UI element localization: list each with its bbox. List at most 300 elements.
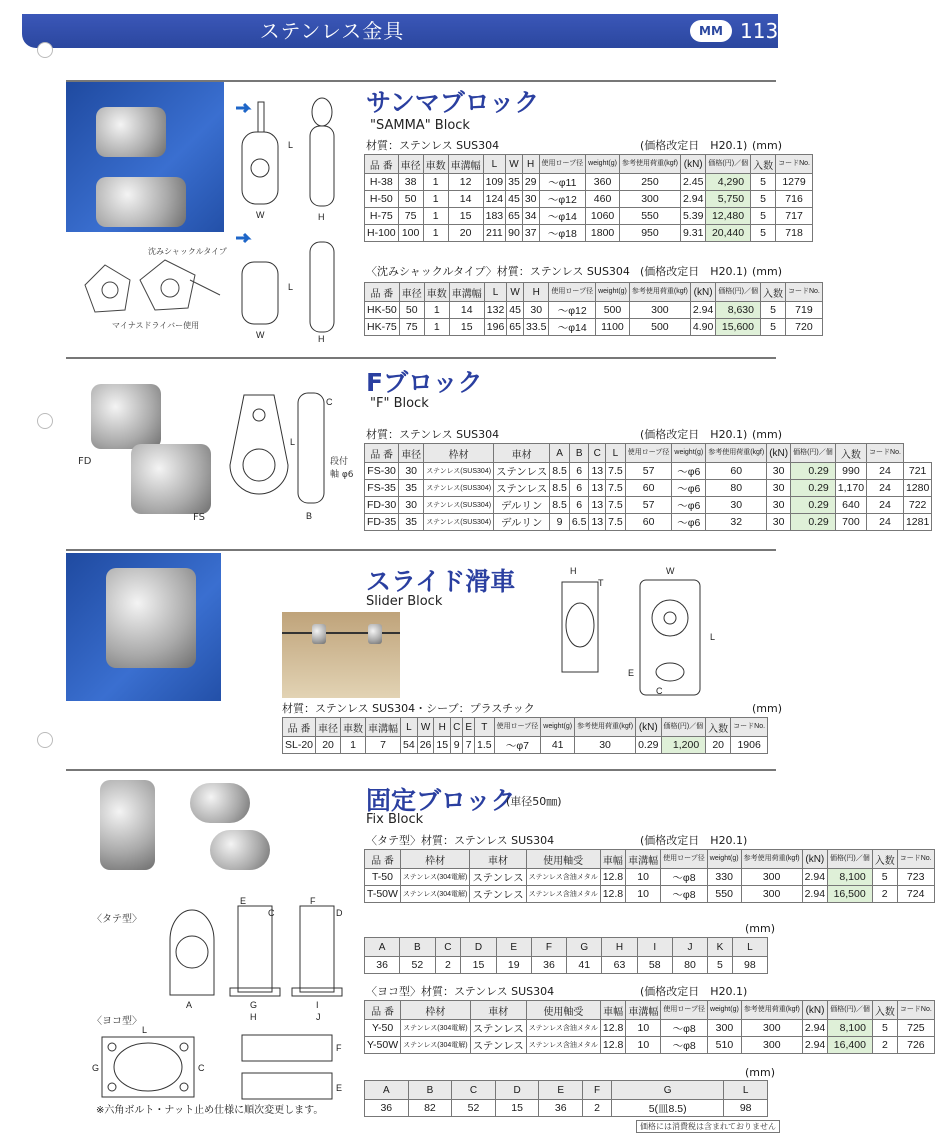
svg-text:E: E [336, 1083, 343, 1093]
column-header: H [602, 938, 637, 957]
section-divider [66, 769, 776, 771]
table-cell: 5 [751, 208, 776, 225]
column-header: W [506, 155, 523, 174]
sink-unit: (mm) [752, 265, 783, 278]
fix-subtitle: Fix Block [366, 812, 424, 827]
table-cell: H-38 [365, 174, 399, 191]
table-cell: ステンレス含油メタル [526, 1037, 600, 1054]
table-cell: 24 [867, 480, 904, 497]
column-header: C [435, 938, 461, 957]
table-cell: 60 [706, 463, 767, 480]
pulley-photo-icon [368, 624, 382, 644]
slider-unit: (mm) [752, 702, 783, 715]
pulley-photo-icon [131, 444, 211, 514]
column-header: 価格(円)／個 [716, 283, 761, 302]
table-cell: 15 [495, 1100, 539, 1117]
column-header: 価格(円)／個 [791, 444, 836, 463]
tate-price-note: (価格改定日 H20.1) [640, 834, 748, 847]
yoko-price-note: (価格改定日 H20.1) [640, 985, 748, 998]
column-header: 入数 [872, 850, 897, 869]
fix-title: 固定ブロック [366, 786, 516, 815]
table-cell: FD-30 [365, 497, 399, 514]
tate-dim-unit: (mm) [745, 922, 776, 935]
table-cell: 12.8 [600, 886, 625, 903]
table-cell: 196 [484, 319, 507, 336]
table-cell: H-75 [365, 208, 399, 225]
table-cell: SL-20 [283, 737, 316, 754]
fblock-subtitle: "F" Block [370, 396, 429, 411]
table-cell: 1906 [731, 737, 768, 754]
table-cell: 1 [423, 191, 448, 208]
column-header: 車材 [494, 444, 550, 463]
table-cell: 19 [496, 957, 531, 974]
table-cell: 7.5 [606, 463, 626, 480]
yoko-dimension-table [364, 1080, 768, 1117]
table-cell: 132 [484, 302, 507, 319]
table-cell: ～φ18 [539, 225, 586, 242]
svg-text:H: H [250, 1012, 257, 1022]
table-row [365, 957, 768, 974]
table-cell: 6 [569, 480, 589, 497]
table-cell: 500 [629, 319, 690, 336]
table-cell: 90 [506, 225, 523, 242]
table-cell: 2 [872, 1037, 897, 1054]
table-cell: 719 [785, 302, 822, 319]
table-row [365, 497, 932, 514]
fix-title-note: (車径50㎜) [506, 795, 562, 808]
table-row [365, 869, 935, 886]
table-cell: ステンレス含油メタル [526, 1020, 600, 1037]
column-header: B [569, 444, 589, 463]
table-cell: 9 [451, 737, 463, 754]
column-header: L [732, 938, 767, 957]
tate-dimension-table [364, 937, 768, 974]
pulley-photo-icon [190, 783, 250, 823]
column-header: F [531, 938, 566, 957]
slider-photo [66, 553, 221, 701]
table-cell: FS-30 [365, 463, 399, 480]
table-cell: 0.29 [791, 514, 836, 531]
table-cell: 14 [448, 191, 483, 208]
table-row [365, 319, 823, 336]
table-cell: 80 [706, 480, 767, 497]
binder-hole-icon [37, 42, 53, 58]
svg-text:L: L [142, 1025, 148, 1035]
svg-text:H: H [570, 566, 577, 576]
yoko-dimension-drawing [92, 1025, 362, 1115]
column-header: 車材 [470, 850, 526, 869]
svg-text:C: C [198, 1063, 205, 1073]
table-row [365, 191, 813, 208]
pulley-photo-icon [106, 568, 196, 668]
column-header: 価格(円)／個 [706, 155, 751, 174]
table-cell: デルリン [494, 497, 550, 514]
table-cell: 38 [398, 174, 423, 191]
column-header: 入数 [872, 1001, 897, 1020]
table-cell: 0.29 [791, 463, 836, 480]
slider-material: 材質：ステンレス SUS304・シーブ：プラスチック [282, 702, 535, 715]
column-header: 品 番 [365, 155, 399, 174]
fblock-spec-table [364, 443, 932, 531]
table-cell: 12.8 [600, 1037, 625, 1054]
table-row [365, 480, 932, 497]
table-cell: 360 [586, 174, 620, 191]
column-header: 使用ロープ径 [539, 155, 586, 174]
svg-text:L: L [288, 282, 294, 292]
column-header: weight(g) [541, 718, 575, 737]
table-cell: 550 [707, 886, 741, 903]
table-row [365, 1037, 935, 1054]
table-cell: 30 [767, 463, 791, 480]
table-cell: 640 [835, 497, 866, 514]
table-cell: 2.94 [802, 1020, 827, 1037]
table-cell: 1281 [903, 514, 931, 531]
table-cell: 1 [424, 319, 449, 336]
table-cell: 1280 [903, 480, 931, 497]
table-cell: 58 [637, 957, 672, 974]
table-cell: 30 [523, 302, 548, 319]
table-cell: 15,600 [716, 319, 761, 336]
table-cell: 15 [434, 737, 451, 754]
table-cell: 35 [399, 480, 424, 497]
table-cell: 41 [567, 957, 602, 974]
table-cell: 724 [897, 886, 934, 903]
table-cell: 510 [708, 1037, 742, 1054]
fd-label: FD [78, 456, 92, 467]
column-header: weight(g) [708, 1001, 742, 1020]
samma-photo [66, 82, 224, 232]
table-cell: 1 [341, 737, 366, 754]
table-cell: 30 [399, 497, 424, 514]
column-header: E [463, 718, 475, 737]
table-cell: 57 [625, 463, 672, 480]
table-cell: ステンレス [470, 886, 526, 903]
column-header: 車溝幅 [366, 718, 401, 737]
table-cell: ～φ6 [672, 514, 706, 531]
column-header: C [451, 718, 463, 737]
table-cell: 45 [506, 191, 523, 208]
page-number: 113 [740, 19, 779, 43]
column-header: E [539, 1081, 583, 1100]
sink-price-note: (価格改定日 H20.1) [640, 265, 748, 278]
table-cell: 725 [897, 1020, 934, 1037]
table-cell: ステンレス(304電解) [401, 1020, 470, 1037]
column-header: D [495, 1081, 539, 1100]
svg-text:L: L [710, 632, 716, 642]
table-cell: 30 [706, 497, 767, 514]
column-header: 価格(円)／個 [828, 850, 873, 869]
svg-text:F: F [310, 896, 316, 906]
table-cell: 50 [398, 191, 423, 208]
photo-label: 沈みシャックルタイプ [148, 247, 227, 256]
table-cell: 57 [625, 497, 672, 514]
samma-dimension-drawing [230, 90, 355, 350]
table-cell: ～φ8 [661, 869, 708, 886]
table-cell: 1 [423, 225, 448, 242]
column-header: 品 番 [365, 283, 400, 302]
svg-text:C: C [656, 686, 663, 696]
column-header: 車数 [341, 718, 366, 737]
table-cell: 1,200 [661, 737, 706, 754]
table-cell: ステンレス(SUS304) [424, 463, 494, 480]
table-cell: T-50 [365, 869, 401, 886]
slider-dimension-drawing [540, 560, 760, 700]
table-cell: 10 [626, 1020, 661, 1037]
column-header: 価格(円)／個 [828, 1001, 873, 1020]
samma-material: 材質：ステンレス SUS304 [366, 139, 500, 152]
table-cell: H-50 [365, 191, 399, 208]
table-row [365, 1020, 935, 1037]
column-header: 使用ロープ径 [549, 283, 596, 302]
table-cell: HK-50 [365, 302, 400, 319]
column-header: 使用軸受 [526, 1001, 600, 1020]
table-cell: ～φ14 [539, 208, 586, 225]
column-header: 参考使用荷重(kgf) [741, 1001, 802, 1020]
svg-text:E: E [628, 668, 635, 678]
column-header: 入数 [760, 283, 785, 302]
table-cell: 0.29 [636, 737, 661, 754]
table-cell: FD-35 [365, 514, 399, 531]
column-header: コードNo. [776, 155, 813, 174]
column-header: 車溝幅 [626, 850, 661, 869]
table-cell: 5 [872, 1020, 897, 1037]
column-header: A [365, 938, 400, 957]
table-cell: 1 [423, 208, 448, 225]
table-cell: H-100 [365, 225, 399, 242]
table-cell: 30 [399, 463, 424, 480]
table-cell: 300 [741, 1037, 802, 1054]
table-cell: 33.5 [523, 319, 548, 336]
table-cell: ステンレス(304電解) [401, 1037, 470, 1054]
table-cell: 2.45 [680, 174, 705, 191]
table-cell: 716 [776, 191, 813, 208]
column-header: C [452, 1081, 496, 1100]
table-cell: HK-75 [365, 319, 400, 336]
column-header: A [365, 1081, 409, 1100]
table-cell: 10 [626, 1037, 661, 1054]
binder-hole-icon [37, 732, 53, 748]
column-header: (kN) [802, 850, 827, 869]
table-cell: 9.31 [680, 225, 705, 242]
table-cell: 29 [522, 174, 539, 191]
column-header: L [724, 1081, 768, 1100]
column-header: K [708, 938, 733, 957]
section-divider [66, 549, 776, 551]
table-cell: 5 [708, 957, 733, 974]
table-cell: 5,750 [706, 191, 751, 208]
table-cell: ～φ8 [661, 1020, 708, 1037]
column-header: 車数 [424, 283, 449, 302]
table-cell: 13 [589, 480, 606, 497]
column-header: 参考使用荷重(kgf) [619, 155, 680, 174]
table-header-row [365, 155, 813, 174]
column-header: 車幅 [600, 1001, 625, 1020]
table-cell: ～φ6 [672, 463, 706, 480]
table-row [365, 225, 813, 242]
samma-spec-table [364, 154, 813, 242]
column-header: (kN) [802, 1001, 827, 1020]
table-cell: 700 [835, 514, 866, 531]
table-cell: 13 [589, 514, 606, 531]
column-header: C [589, 444, 606, 463]
column-header: weight(g) [672, 444, 706, 463]
table-cell: 7 [463, 737, 475, 754]
table-cell: ステンレス(304電解) [400, 869, 469, 886]
table-cell: 5.39 [680, 208, 705, 225]
table-cell: 1 [423, 174, 448, 191]
svg-text:H: H [318, 212, 325, 222]
table-cell: 300 [708, 1020, 742, 1037]
column-header: 使用ロープ径 [661, 1001, 708, 1020]
tate-label: 〈タテ型〉 [92, 914, 142, 925]
table-cell: 2 [583, 1100, 612, 1117]
table-cell: 75 [398, 208, 423, 225]
table-cell: T-50W [365, 886, 401, 903]
tate-material: 〈タテ型〉材質：ステンレス SUS304 [366, 834, 555, 847]
table-cell: 8,630 [716, 302, 761, 319]
table-cell: ステンレス(SUS304) [424, 480, 494, 497]
table-cell: 52 [452, 1100, 496, 1117]
column-header: 使用ロープ径 [494, 718, 541, 737]
table-cell: 98 [724, 1100, 768, 1117]
column-header: H [434, 718, 451, 737]
column-header: F [583, 1081, 612, 1100]
column-header: (kN) [680, 155, 705, 174]
table-cell: 5 [751, 191, 776, 208]
table-cell: 82 [408, 1100, 452, 1117]
svg-text:W: W [666, 566, 675, 576]
table-cell: 2.94 [680, 191, 705, 208]
shaft-label: 段付軸 φ6 [330, 457, 354, 480]
table-cell: 16,500 [828, 886, 873, 903]
table-cell: 9 [550, 514, 570, 531]
table-cell: 2.94 [802, 1037, 827, 1054]
table-cell: 36 [365, 957, 400, 974]
slider-usage-photo [282, 612, 400, 698]
table-cell: ～φ6 [672, 497, 706, 514]
column-header: L [483, 155, 506, 174]
column-header: (kN) [690, 283, 715, 302]
column-header: H [523, 283, 548, 302]
column-header: コードNo. [867, 444, 904, 463]
table-cell: 1060 [586, 208, 620, 225]
table-cell: 60 [625, 480, 672, 497]
table-cell: 250 [619, 174, 680, 191]
pulley-photo-icon [100, 780, 155, 870]
svg-text:C: C [268, 908, 275, 918]
table-cell: 950 [619, 225, 680, 242]
column-header: 枠材 [424, 444, 494, 463]
pulley-photo-icon [210, 830, 270, 870]
column-header: 入数 [835, 444, 866, 463]
table-cell: 990 [835, 463, 866, 480]
column-header: コードNo. [897, 1001, 934, 1020]
table-cell: 0.29 [791, 497, 836, 514]
column-header: 車径 [399, 444, 424, 463]
table-cell: 100 [398, 225, 423, 242]
pulley-photo-icon [312, 624, 326, 644]
column-header: B [400, 938, 435, 957]
table-cell: 15 [449, 319, 484, 336]
column-header: 車数 [423, 155, 448, 174]
table-cell: 65 [506, 208, 523, 225]
table-cell: 30 [767, 480, 791, 497]
table-cell: 10 [626, 886, 661, 903]
pulley-photo-icon [96, 107, 166, 157]
table-cell: 15 [461, 957, 496, 974]
column-header: 参考使用荷重(kgf) [706, 444, 767, 463]
table-cell: 718 [776, 225, 813, 242]
table-cell: 20 [448, 225, 483, 242]
table-cell: Y-50W [365, 1037, 401, 1054]
table-cell: 721 [903, 463, 931, 480]
fix-yoko-photo [185, 775, 275, 885]
slider-spec-table [282, 717, 768, 754]
column-header: J [672, 938, 707, 957]
yoko-label: 〈ヨコ型〉 [92, 1016, 142, 1027]
table-cell: 54 [401, 737, 418, 754]
table-row [365, 1100, 768, 1117]
table-cell: 6 [569, 497, 589, 514]
samma-subtitle: "SAMMA" Block [370, 118, 470, 133]
column-header: T [475, 718, 495, 737]
table-cell: Y-50 [365, 1020, 401, 1037]
table-cell: 5 [760, 319, 785, 336]
column-header: コードNo. [731, 718, 768, 737]
table-cell: 13 [589, 497, 606, 514]
column-header: 使用ロープ径 [625, 444, 672, 463]
table-cell: 75 [399, 319, 424, 336]
table-header-row [283, 718, 768, 737]
table-row [365, 174, 813, 191]
photo-label: マイナスドライバー使用 [112, 321, 200, 330]
table-cell: 12,480 [706, 208, 751, 225]
table-cell: 5 [760, 302, 785, 319]
table-cell: 8.5 [550, 480, 570, 497]
table-cell: 41 [541, 737, 575, 754]
table-cell: 726 [897, 1037, 934, 1054]
table-cell: 0.29 [791, 480, 836, 497]
table-cell: 24 [867, 514, 904, 531]
column-header: A [550, 444, 570, 463]
table-cell: 4,290 [706, 174, 751, 191]
column-header: E [496, 938, 531, 957]
column-header: (kN) [636, 718, 661, 737]
column-header: 使用軸受 [526, 850, 600, 869]
table-row [365, 514, 932, 531]
pulley-photo-icon [91, 384, 161, 449]
column-header: G [612, 1081, 724, 1100]
table-cell: 717 [776, 208, 813, 225]
slider-subtitle: Slider Block [366, 594, 443, 609]
column-header: weight(g) [596, 283, 630, 302]
table-cell: ステンレス(304電解) [400, 886, 469, 903]
column-header: 使用ロープ径 [661, 850, 708, 869]
table-header-row [365, 444, 932, 463]
table-header-row [365, 283, 823, 302]
fblock-unit: (mm) [752, 428, 783, 441]
rope-line [282, 632, 400, 634]
footnote: ※六角ボルト・ナット止め仕様に順次変更します。 [96, 1105, 324, 1116]
table-cell: 45 [507, 302, 524, 319]
svg-text:L: L [288, 140, 294, 150]
column-header: コードNo. [785, 283, 822, 302]
table-cell: 32 [706, 514, 767, 531]
table-cell: 8,100 [828, 869, 873, 886]
table-cell: 36 [365, 1100, 409, 1117]
column-header: 入数 [706, 718, 731, 737]
table-cell: 5 [751, 174, 776, 191]
